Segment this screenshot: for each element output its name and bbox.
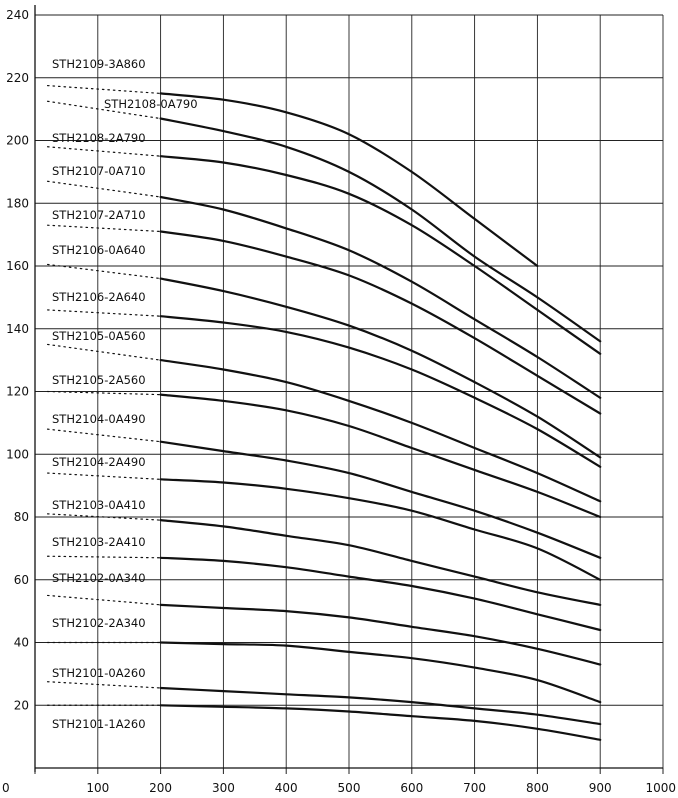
x-tick-label: 400 xyxy=(274,781,298,795)
series-label: STH2108-2A790 xyxy=(52,131,146,145)
x-tick-label: 0 xyxy=(2,781,10,795)
series-line xyxy=(161,479,601,580)
series-extrapolation xyxy=(48,429,161,442)
series-line xyxy=(161,197,601,398)
series-label: STH2103-2A410 xyxy=(52,535,146,549)
series-extrapolation xyxy=(48,225,161,231)
series-label: STH2105-0A560 xyxy=(52,329,146,343)
series-label: STH2104-2A490 xyxy=(52,455,146,469)
series-label: STH2105-2A560 xyxy=(52,373,146,387)
y-tick-label: 160 xyxy=(6,259,29,273)
y-tick-label: 180 xyxy=(6,196,29,211)
y-tick-label: 60 xyxy=(13,572,29,587)
y-tick-label: 240 xyxy=(6,8,29,22)
series-line xyxy=(161,279,601,458)
x-tick-label: 700 xyxy=(463,781,487,795)
series-extrapolation xyxy=(48,181,161,197)
series-line xyxy=(161,442,601,558)
series-line xyxy=(161,360,601,501)
series-extrapolation xyxy=(48,344,161,360)
series-extrapolation xyxy=(48,392,161,395)
series-extrapolation xyxy=(48,473,161,479)
series-label: STH2109-3A860 xyxy=(52,57,146,71)
series-line xyxy=(161,395,601,517)
series-line xyxy=(161,643,601,703)
y-tick-label: 80 xyxy=(13,510,29,524)
series-label: STH2104-0A490 xyxy=(52,412,146,426)
series-label: STH2102-0A340 xyxy=(52,571,146,585)
x-tick-label: 1000 xyxy=(645,781,676,795)
series-extrapolation xyxy=(48,264,161,278)
x-tick-label: 300 xyxy=(211,781,235,795)
series-label: STH2103-0A410 xyxy=(52,498,146,512)
series-label: STH2101-1A260 xyxy=(52,717,146,731)
series-label: STH2108-0A790 xyxy=(104,97,198,111)
series-line xyxy=(161,156,601,354)
x-tick-label: 100 xyxy=(86,781,110,795)
y-tick-label: 120 xyxy=(6,384,29,399)
series-label: STH2106-0A640 xyxy=(52,243,146,257)
series-extrapolation xyxy=(48,86,161,94)
series-label: STH2106-2A640 xyxy=(52,290,146,304)
y-tick-label: 20 xyxy=(13,698,29,713)
series-line xyxy=(161,520,601,605)
x-tick-label: 500 xyxy=(337,781,361,795)
x-tick-label: 200 xyxy=(149,781,173,795)
x-tick-label: 600 xyxy=(400,781,424,795)
series-extrapolation xyxy=(48,310,161,316)
grid xyxy=(35,15,663,768)
y-tick-label: 100 xyxy=(6,447,29,462)
y-tick-label: 140 xyxy=(6,321,29,336)
x-tick-label: 800 xyxy=(525,781,549,795)
x-tick-label: 900 xyxy=(588,781,612,795)
series-label: STH2102-2A340 xyxy=(52,616,146,630)
series-extrapolation xyxy=(48,147,161,156)
series-label: STH2107-2A710 xyxy=(52,208,146,222)
y-tick-label: 200 xyxy=(6,133,29,148)
series-extrapolation xyxy=(48,556,161,558)
y-tick-label: 220 xyxy=(6,70,29,85)
series-label: STH2101-0A260 xyxy=(52,666,146,680)
y-tick-label: 40 xyxy=(13,635,29,650)
series-line xyxy=(161,558,601,630)
series-extrapolation xyxy=(48,682,161,688)
series-extrapolation xyxy=(48,595,161,604)
series-line xyxy=(161,705,601,740)
series-label: STH2107-0A710 xyxy=(52,164,146,178)
